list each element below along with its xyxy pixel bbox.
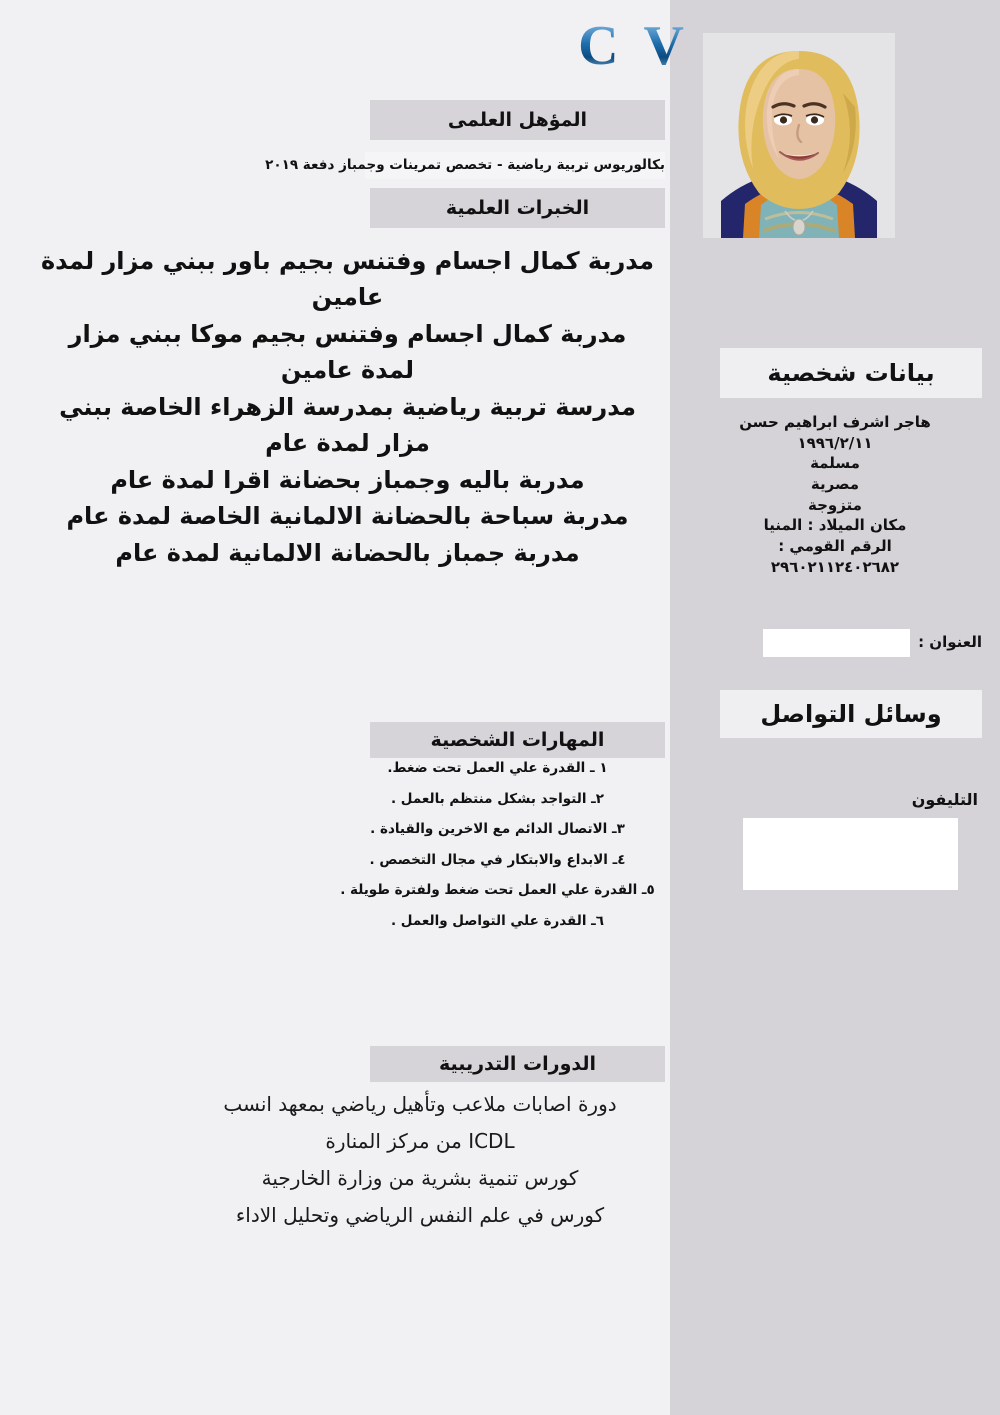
course-item: ICDL من مركز المنارة — [325, 1129, 515, 1153]
course-item: دورة اصابات ملاعب وتأهيل رياضي بمعهد انسب — [223, 1092, 617, 1116]
address-redacted-box — [763, 629, 910, 657]
address-label: العنوان : — [918, 633, 982, 651]
courses-list — [180, 1094, 660, 1242]
personal-name: هاجر اشرف ابراهيم حسن — [739, 413, 931, 431]
personal-nationality: مصرية — [810, 475, 860, 494]
skills-section-header-label: المهارات الشخصية — [430, 729, 605, 751]
skill-item: ٤ـ الابداع والابتكار في مجال التخصص . — [369, 851, 626, 868]
experience-list — [40, 243, 655, 571]
skill-item: ٦ـ القدرة علي التواصل والعمل . — [390, 912, 605, 929]
personal-national-id-label: الرقم القومي : — [778, 537, 892, 556]
courses-section-header — [370, 1046, 665, 1082]
course-item: كورس تنمية بشرية من وزارة الخارجية — [261, 1166, 579, 1190]
skills-list — [330, 762, 665, 945]
address-row — [688, 633, 982, 659]
personal-data-header — [720, 348, 982, 398]
personal-national-id-value: ٢٩٦٠٢١١٢٤٠٢٦٨٢ — [770, 557, 900, 576]
experience-item: مدربة جمباز بالحضانة الالمانية لمدة عام — [115, 538, 580, 567]
phone-redacted-box — [743, 818, 958, 890]
experience-item: مدربة باليه وجمباز بحضانة اقرا لمدة عام — [110, 465, 585, 494]
experience-section-header-label: الخبرات العلمية — [445, 197, 590, 219]
courses-section-header-label: الدورات التدريبية — [438, 1053, 597, 1075]
skill-item: ٣ـ الاتصال الدائم مع الاخرين والقيادة . — [370, 821, 625, 837]
education-section-header-label: المؤهل العلمى — [447, 109, 588, 131]
experience-item: مدرسة تربية رياضية بمدرسة الزهراء الخاصة ببني مزار لمدة عام — [59, 392, 636, 458]
experience-item: مدربة سباحة بالحضانة الالمانية الخاصة لمدة عام — [66, 502, 629, 531]
education-entry: بكالوريوس تربية رياضية - تخصص تمرينات وجمباز دفعة ٢٠١٩ — [365, 152, 665, 179]
experience-item: مدربة كمال اجسام وفتنس بجيم موكا ببني مزار لمدة عامين — [68, 319, 627, 385]
page-title: C V — [578, 15, 690, 77]
course-item: كورس في علم النفس الرياضي وتحليل الاداء — [235, 1203, 605, 1227]
personal-data-header-label: بيانات شخصية — [767, 359, 935, 387]
contact-methods-header-label: وسائل التواصل — [760, 700, 942, 728]
education-section-header — [370, 100, 665, 140]
experience-section-header — [370, 188, 665, 228]
contact-methods-header — [720, 690, 982, 738]
skill-item: ١ ـ القدرة علي العمل تحت ضغط. — [387, 760, 608, 776]
skills-section-header — [370, 722, 665, 758]
portrait-photo-graphic — [703, 33, 895, 238]
skill-item: ٢ـ التواجد بشكل منتظم بالعمل . — [390, 790, 605, 807]
skill-item: ٥ـ القدرة علي العمل تحت ضغط ولفترة طويلة . — [340, 882, 655, 898]
personal-details-list — [670, 412, 1000, 578]
right-sidebar-column — [670, 0, 1000, 1415]
experience-item: مدربة كمال اجسام وفتنس بجيم باور ببني مزار لمدة عامين — [40, 247, 655, 312]
phone-label: التليفون — [911, 790, 978, 809]
portrait-photo — [703, 33, 895, 238]
personal-religion: مسلمة — [810, 454, 860, 473]
personal-birth-date: ١٩٩٦/٢/١١ — [797, 433, 873, 452]
personal-birth-place: مكان الميلاد : المنيا — [763, 516, 907, 535]
personal-marital-status: متزوجة — [808, 495, 862, 514]
